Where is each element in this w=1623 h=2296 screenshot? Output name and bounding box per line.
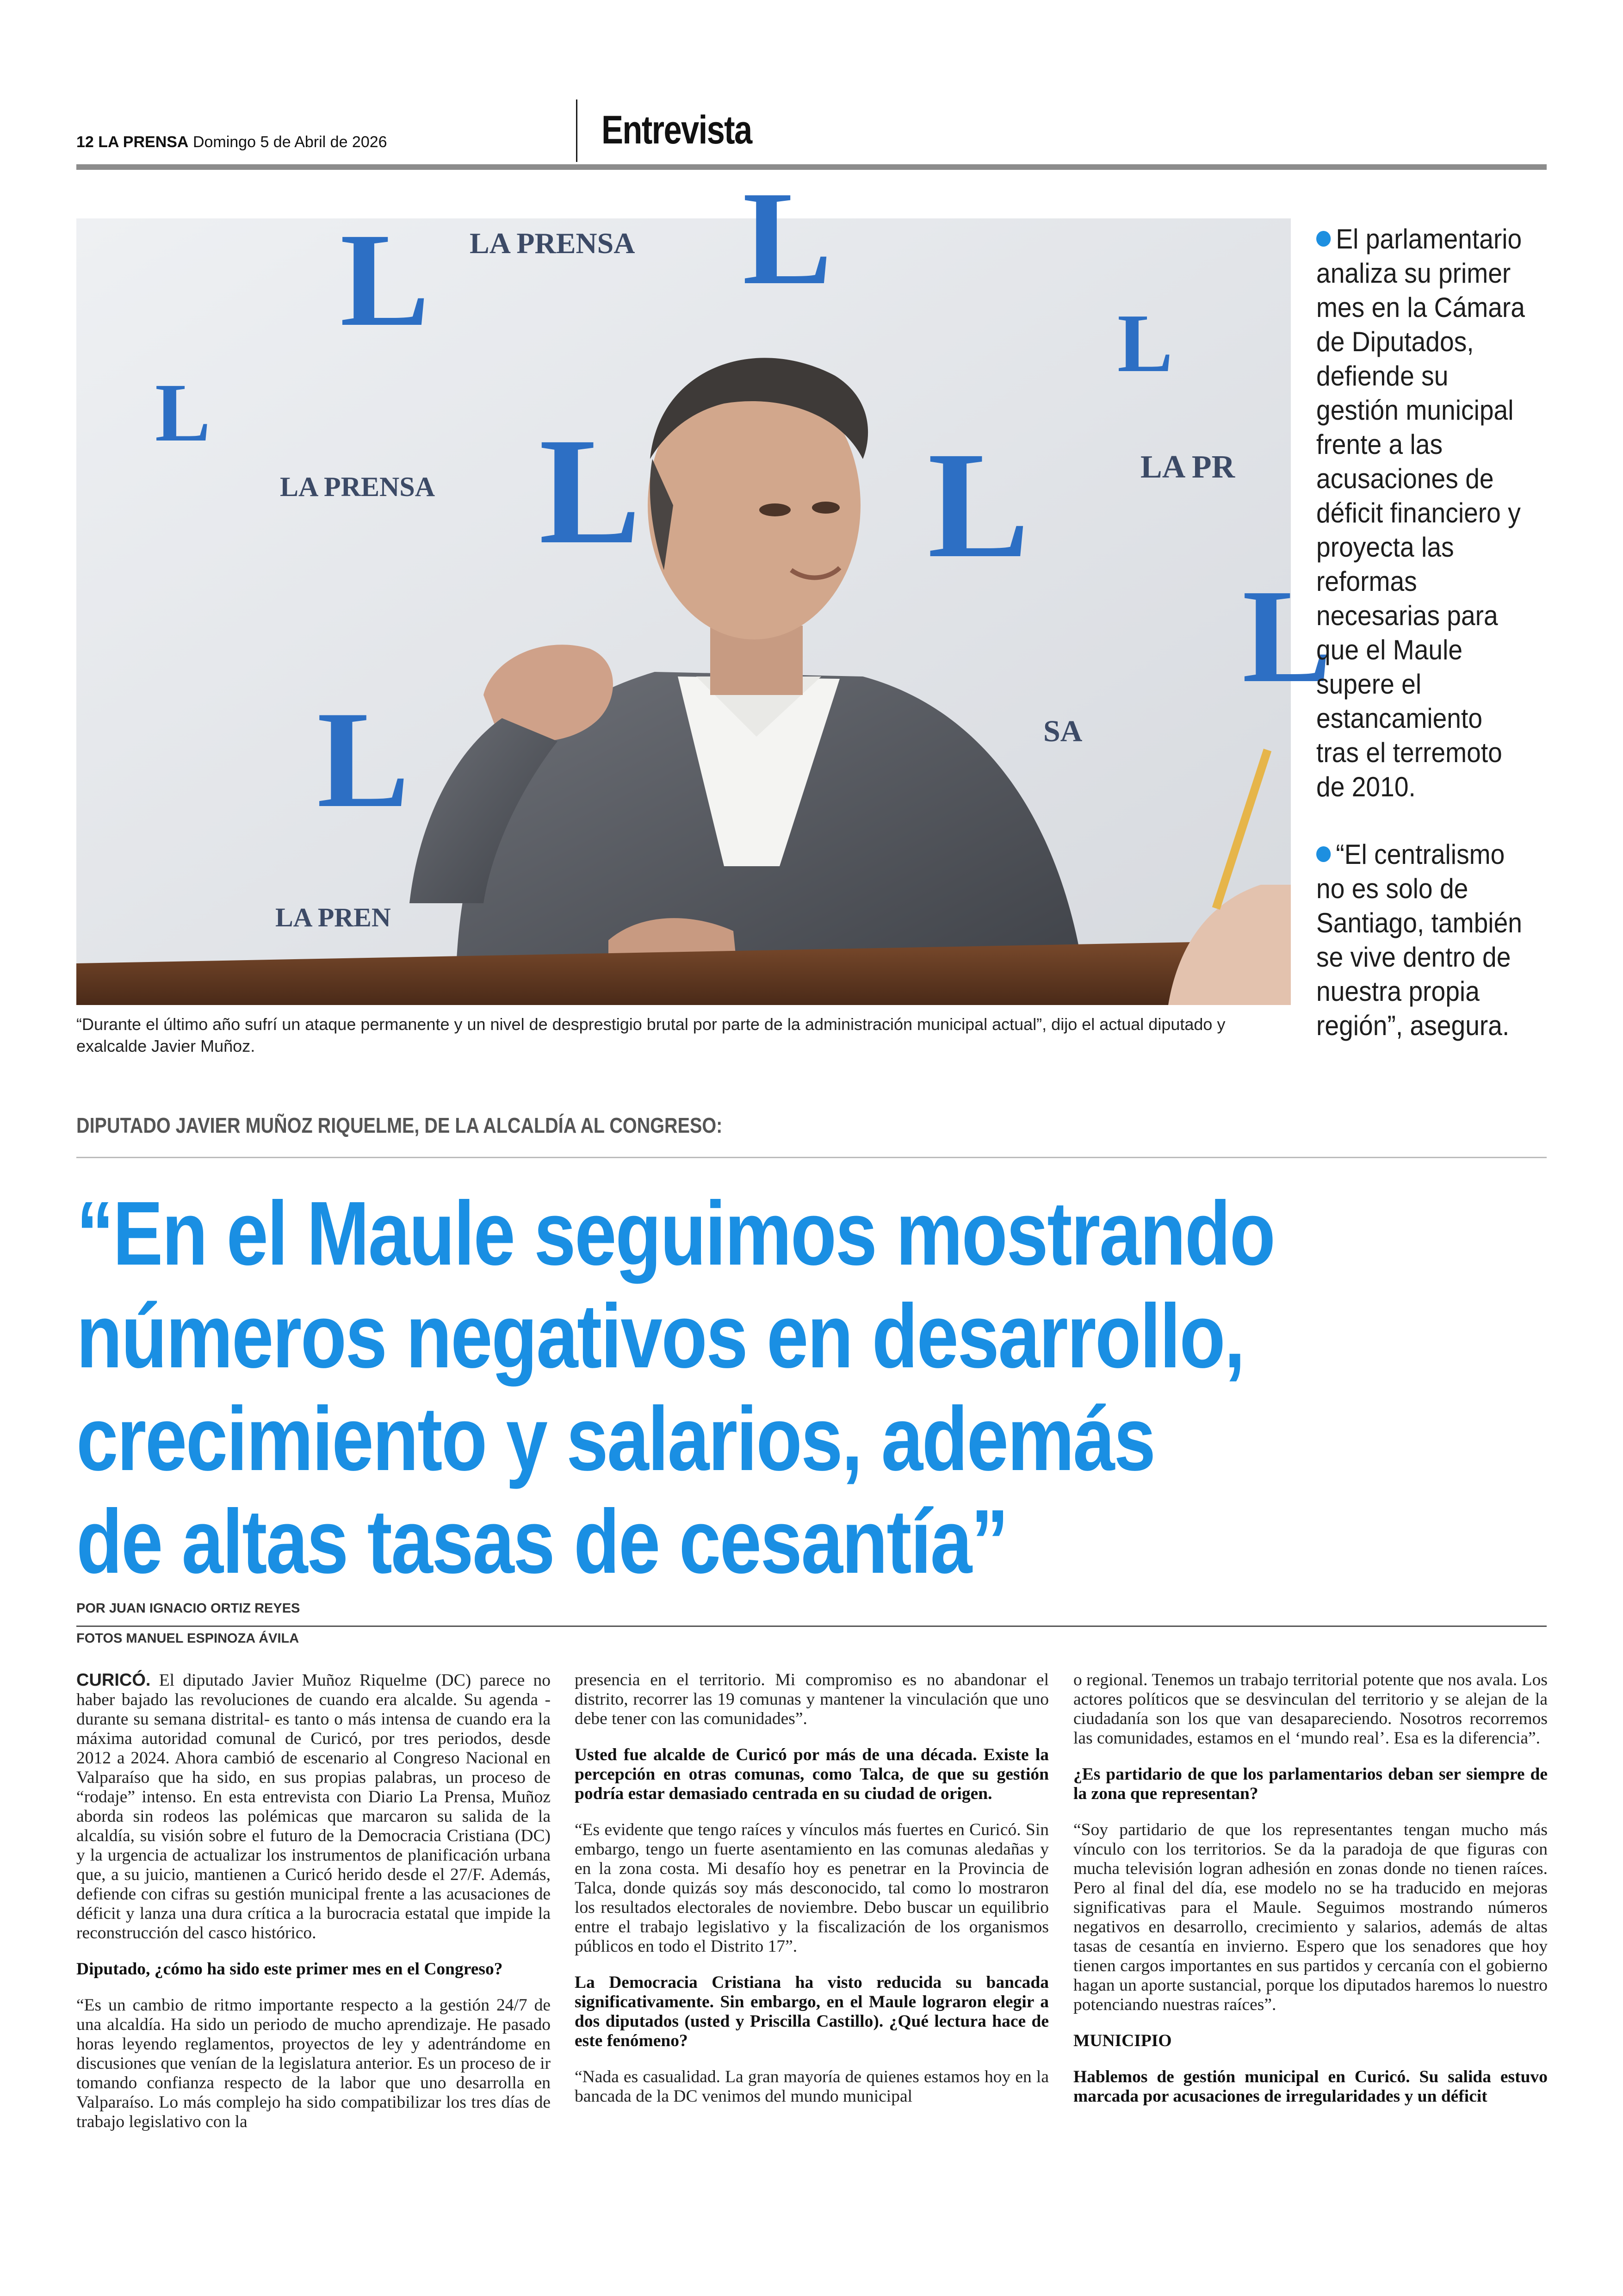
backdrop-letter: L — [317, 683, 410, 836]
article-column-2 — [575, 1670, 1049, 2123]
publication-name: LA PRENSA — [98, 133, 189, 151]
backdrop-brand: LA PR — [1140, 449, 1235, 485]
header-divider — [576, 99, 577, 162]
dateline: CURICÓ. — [76, 1670, 151, 1690]
question: Usted fue alcalde de Curicó por más de una década. Existe la percepción en otras comunas, como Talca, de que su gestión podría estar demasiado centrada en su ciudad de origen. — [575, 1745, 1049, 1803]
author-byline: POR JUAN IGNACIO ORTIZ REYES — [76, 1601, 300, 1616]
article-column-3 — [1073, 1670, 1548, 2123]
backdrop-letter: L — [340, 205, 430, 354]
page-number: 12 — [76, 133, 94, 151]
answer: “Es evidente que tengo raíces y vínculos más fuertes en Curicó. Sin embargo, tengo un fuerte asentamiento en las comunas aledañas y en la zona costa. Mi desafío hoy es penetrar en la Provincia de Talca, donde quizás soy más desconocido, tal como lo mostraron los resultados electorales de noviembre. Debo buscar un equilibrio entre el trabajo legislativo y la fiscalización de los organismos públicos en todo el Distrito 17”. — [575, 1820, 1049, 1956]
backdrop-letter: L — [928, 421, 1030, 590]
section-title: Entrevista — [601, 108, 752, 152]
article-headline — [76, 1182, 1344, 1593]
issue-date: Domingo 5 de Abril de 2026 — [192, 133, 387, 151]
answer: “Soy partidario de que los representantes tengan mucho más vínculo con los territorios. Se da la paradoja de que figuras con mucha televisión logran adhesión en zonas donde no tienen raíces. Pero al final del día, ese modelo no se ha traducido en mejoras significativas para el Maule. Seguimos mostrando números negativos en desarrollo, crecimiento y salarios, además de altas tasas de cesantía en invierno. Espero que los senadores que hoy tienen cargos importantes en sus partidos y cercanía con el gobierno hagan un aporte sustancial, porque los diputados haremos lo nuestro potenciando nuestras raíces”. — [1073, 1820, 1548, 2014]
backdrop-brand: LA PRENSA — [280, 472, 435, 502]
photo-caption: “Durante el último año sufrí un ataque permanente y un nivel de desprestigio brutal por parte de la administración municipal actual”, dijo el actual diputado y exalcalde Javier Muñoz. — [76, 1015, 1226, 1055]
bullet-dot-icon — [1316, 231, 1331, 247]
backdrop-letter: L — [539, 407, 641, 576]
bullet-dot-icon — [1316, 846, 1331, 862]
lead-text: El diputado Javier Muñoz Riquelme (DC) parece no haber bajado las revoluciones de cuando era alcalde. Su agenda -durante su semana distrital- es tanto o más intensa de cuando era la máxima autoridad comunal de Curicó, por tres periodos, desde 2012 a 2024. Ahora cambió de escenario al Congreso Nacional en Valparaíso que ha sido, en sus propias palabras, un proceso de “rodaje” intenso. En esta entrevista con Diario La Prensa, Muñoz aborda sin rodeos las polémicas que marcaron su salida de la alcaldía, su visión sobre el futuro de la Democracia Cristiana (DC) y la urgencia de actualizar los instrumentos de planificación urbana que, a su juicio, mantienen a Curicó herido desde el 27/F. Además, defiende con cifras su gestión municipal frente a las acusaciones de déficit y lanza una dura crítica a la burocracia estatal que impide la reconstrucción del casco histórico. — [76, 1671, 551, 1942]
backdrop-brand: SA — [1043, 714, 1083, 748]
backdrop-letter: L — [1117, 297, 1173, 389]
highlight-text: El parlamentario analiza su primer mes en la Cámara de Diputados, defiende su gestión municipal frente a las acusaciones de déficit financiero y proyecta las reformas necesarias para que el Maule supere el estancamiento tras el terremoto de 2010. — [1316, 223, 1525, 802]
backdrop-brand: LA PREN — [275, 902, 391, 932]
sidebar-highlights — [1316, 222, 1529, 1076]
backdrop-letter: L — [743, 164, 832, 312]
backdrop-letter: L — [155, 366, 211, 459]
answer: presencia en el territorio. Mi compromiso es no abandonar el distrito, recorrer las 19 comunas y mantener la vinculación que uno debe tener con las comunidades”. — [575, 1670, 1049, 1728]
section-subhead: MUNICIPIO — [1073, 2031, 1172, 2050]
question: La Democracia Cristiana ha visto reducida su bancada significativamente. Sin embargo, en el Maule lograron elegir a dos diputados (usted y Priscilla Castillo). ¿Qué lectura hace de este fenómeno? — [575, 1973, 1049, 2050]
highlight-item — [1316, 222, 1529, 804]
headline-line: de altas tasas de cesantía” — [76, 1491, 1008, 1592]
page-folio — [76, 133, 387, 151]
question: Hablemos de gestión municipal en Curicó. Su salida estuvo marcada por acusaciones de irregularidades y un déficit — [1073, 2067, 1548, 2106]
headline-line: crecimiento y salarios, además — [76, 1388, 1155, 1489]
question: ¿Es partidario de que los parlamentarios deban ser siempre de la zona que representan? — [1073, 1765, 1548, 1803]
answer: “Es un cambio de ritmo importante respecto a la gestión 24/7 de una alcaldía. Ha sido un periodo de mucho aprendizaje. He pasado horas leyendo reglamentos, proyectos de ley y adentrándome en discusiones que venían de la legislatura anterior. Es un proceso de ir tomando confianza respecto de la labor que uno desarrolla en Valparaíso. Lo más complejo ha sido compatibilizar los tres días de trabajo legislativo con la — [76, 1996, 551, 2131]
article-kicker: DIPUTADO JAVIER MUÑOZ RIQUELME, DE LA ALCALDÍA AL CONGRESO: — [76, 1113, 723, 1137]
question: Diputado, ¿cómo ha sido este primer mes en el Congreso? — [76, 1960, 503, 1979]
byline-rule — [76, 1626, 1547, 1627]
answer: o regional. Tenemos un trabajo territorial potente que nos avala. Los actores políticos que se desvinculan del territorio y se alejan de la ciudadanía son los que van desapareciendo. Nosotros recorremos las comunidades, estamos en el ‘mundo real’. Esa es la diferencia”. — [1073, 1670, 1548, 1748]
backdrop-letter: L — [1242, 562, 1332, 710]
headline-line: números negativos en desarrollo, — [76, 1285, 1244, 1387]
lead-paragraph — [76, 1670, 551, 1943]
highlight-item — [1316, 838, 1529, 1043]
kicker-rule — [76, 1157, 1547, 1158]
headline-line: “En el Maule seguimos mostrando — [76, 1183, 1275, 1284]
answer: “Nada es casualidad. La gran mayoría de quienes estamos hoy en la bancada de la DC venimos del mundo municipal — [575, 2067, 1049, 2106]
article-column-1 — [76, 1670, 551, 2148]
photo-credit: FOTOS MANUEL ESPINOZA ÁVILA — [76, 1631, 299, 1646]
backdrop-brand: LA PRENSA — [470, 227, 635, 260]
photo-illustration — [76, 164, 1332, 1005]
highlight-text: “El centralismo no es solo de Santiago, también se vive dentro de nuestra propia región”, asegura. — [1316, 839, 1522, 1041]
interview-photo — [76, 164, 1332, 1005]
